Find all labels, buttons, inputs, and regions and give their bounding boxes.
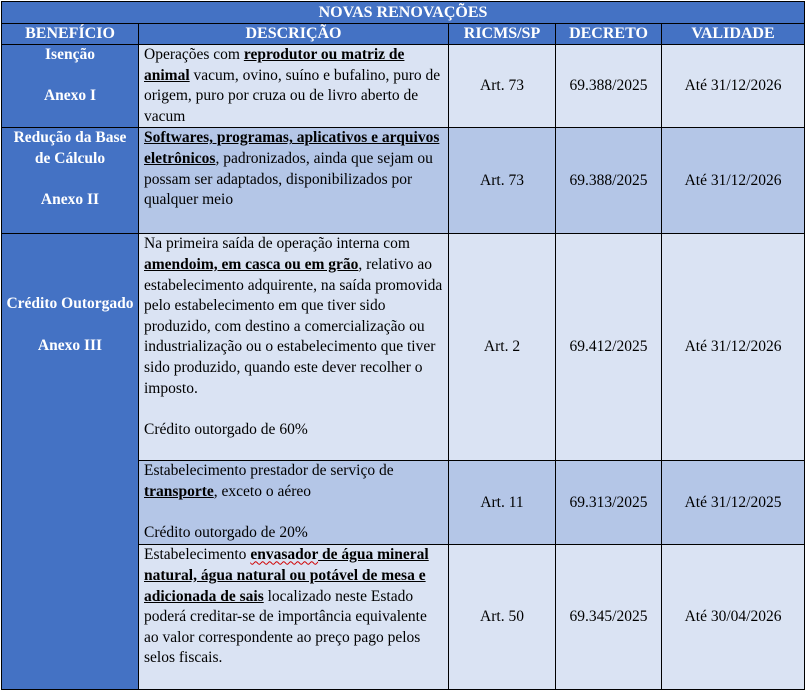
header-ricms: RICMS/SP bbox=[449, 24, 556, 45]
decreto-cell: 69.313/2025 bbox=[556, 461, 662, 545]
table-title: NOVAS RENOVAÇÕES bbox=[2, 2, 805, 24]
desc-highlight: transporte bbox=[144, 482, 214, 500]
validade-cell: Até 31/12/2026 bbox=[662, 45, 805, 128]
renewals-table bbox=[1, 1, 805, 690]
validade-cell: Até 30/04/2026 bbox=[662, 545, 805, 690]
benefit-annex: Anexo I bbox=[43, 87, 97, 105]
table-title-row bbox=[2, 2, 805, 24]
table-row bbox=[2, 45, 805, 128]
desc-text: Estabelecimento bbox=[144, 546, 251, 564]
desc-highlight: reprodutor ou matriz de animal bbox=[144, 46, 405, 84]
desc-text: , relativo ao estabelecimento adquirente, na saída promovida pelo estabelecimento em que tiver sido produzido, com destino a comercialização ou industrialização ou o estabelecimento que tiver sido produzido, quando este dever recolher o imposto. bbox=[144, 255, 443, 397]
benefit-annex: Anexo III bbox=[37, 336, 103, 354]
benefit-cell bbox=[2, 234, 139, 690]
description-cell bbox=[139, 45, 449, 128]
decreto-cell: 69.388/2025 bbox=[556, 128, 662, 234]
desc-note: Crédito outorgado de 20% bbox=[144, 524, 308, 542]
desc-text: , exceto o aéreo bbox=[213, 482, 311, 500]
benefit-cell bbox=[2, 128, 139, 234]
decreto-cell: 69.345/2025 bbox=[556, 545, 662, 690]
desc-highlight: Softwares, programas, aplicativos e arquivos eletrônicos bbox=[144, 129, 440, 167]
ricms-cell: Art. 73 bbox=[449, 45, 556, 128]
decreto-cell: 69.412/2025 bbox=[556, 234, 662, 461]
description-cell bbox=[139, 128, 449, 234]
ricms-cell: Art. 50 bbox=[449, 545, 556, 690]
description-cell bbox=[139, 545, 449, 690]
benefit-title: Redução da Base de Cálculo bbox=[13, 129, 127, 167]
header-validade: VALIDADE bbox=[662, 24, 805, 45]
benefit-title: Isenção bbox=[45, 46, 95, 63]
validade-cell: Até 31/12/2025 bbox=[662, 461, 805, 545]
validade-cell: Até 31/12/2026 bbox=[662, 128, 805, 234]
description-cell bbox=[139, 461, 449, 545]
desc-note: Crédito outorgado de 60% bbox=[144, 420, 308, 438]
benefit-annex: Anexo II bbox=[40, 191, 100, 209]
header-descricao: DESCRIÇÃO bbox=[139, 24, 449, 45]
table-row bbox=[2, 128, 805, 234]
desc-highlight-spellcheck: envasador bbox=[250, 546, 319, 564]
ricms-cell: Art. 11 bbox=[449, 461, 556, 545]
desc-highlight: de água mineral natural, água natural ou potável de mesa e adicionada de sais bbox=[144, 546, 429, 605]
header-decreto: DECRETO bbox=[556, 24, 662, 45]
header-beneficio: BENEFÍCIO bbox=[2, 24, 139, 45]
ricms-cell: Art. 2 bbox=[449, 234, 556, 461]
benefit-cell bbox=[2, 45, 139, 128]
table-header-row bbox=[2, 24, 805, 45]
desc-text: Estabelecimento prestador de serviço de bbox=[144, 462, 394, 480]
desc-text: Na primeira saída de operação interna com bbox=[144, 235, 410, 253]
description-cell bbox=[139, 234, 449, 461]
desc-text: localizado neste Estado poderá creditar-se de importância equivalente ao valor correspondente ao preço pago pelos selos fiscais. bbox=[144, 587, 427, 667]
validade-cell: Até 31/12/2026 bbox=[662, 234, 805, 461]
benefit-title: Crédito Outorgado bbox=[6, 295, 134, 313]
decreto-cell: 69.388/2025 bbox=[556, 45, 662, 128]
table-row bbox=[2, 234, 805, 461]
desc-text: Operações com bbox=[144, 46, 244, 63]
desc-text: , padronizados, ainda que sejam ou possam ser adaptados, disponibilizados por qualquer meio bbox=[144, 149, 433, 209]
ricms-cell: Art. 73 bbox=[449, 128, 556, 234]
desc-text: vacum, ovino, suíno e bufalino, puro de origem, puro por cruza ou de livro aberto de vacum bbox=[144, 66, 441, 125]
desc-highlight: amendoim, em casca ou em grão bbox=[144, 255, 359, 273]
